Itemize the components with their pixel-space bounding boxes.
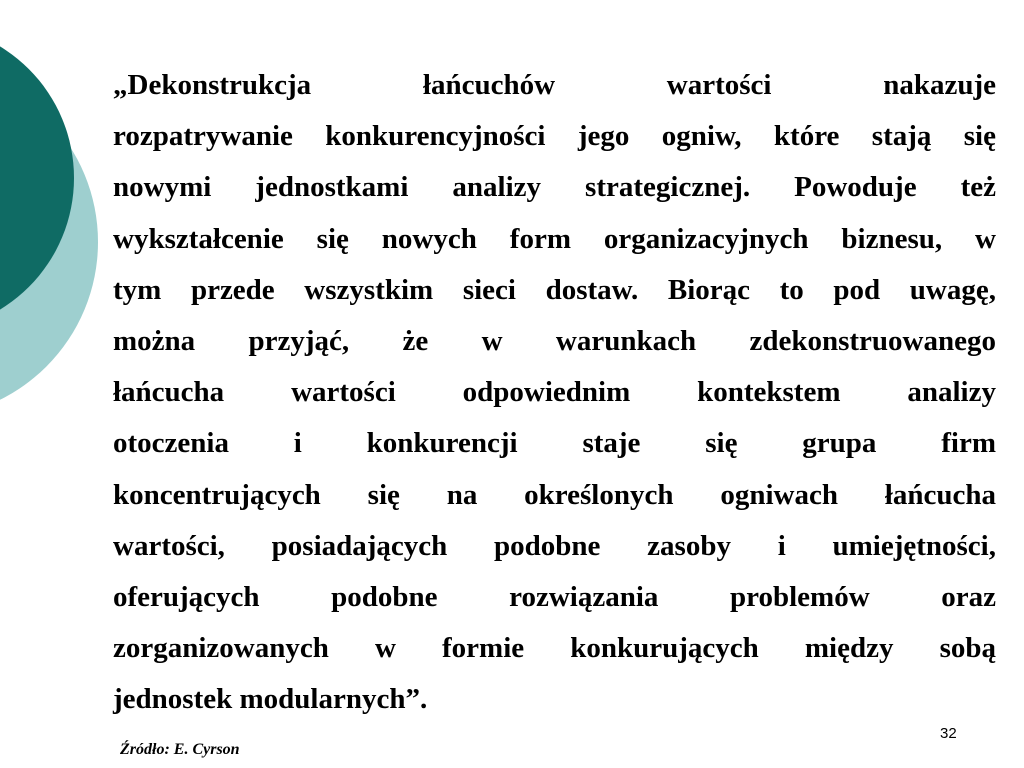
quote-line: „Dekonstrukcja łańcuchów wartości nakazuje (113, 69, 996, 101)
quote-text-block (113, 60, 996, 725)
decorative-circles (0, 0, 120, 420)
quote-line: wartości, posiadających podobne zasoby i umiejętności, (113, 529, 996, 562)
quote-line: tym przede wszystkim sieci dostaw. Biorąc to pod uwagę, (113, 273, 996, 306)
quote-line: łańcucha wartości odpowiednim kontekstem analizy (113, 376, 996, 409)
quote-line: wykształcenie się nowych form organizacyjnych biznesu, w (113, 222, 996, 255)
page-number: 32 (940, 725, 957, 742)
quote-line: koncentrujących się na określonych ogniwach łańcucha (113, 478, 996, 511)
quote-line: otoczenia i konkurencji staje się grupa firm (113, 427, 996, 460)
quote-line: zorganizowanych w formie konkurujących między sobą (113, 632, 996, 665)
light-teal-circle (0, 66, 98, 418)
quote-line: rozpatrywanie konkurencyjności jego ogniw, które stają się (113, 120, 996, 153)
quote-line: można przyjąć, że w warunkach zdekonstruowanego (113, 324, 996, 357)
quote-line: oferujących podobne rozwiązania problemów oraz (113, 580, 996, 613)
dark-teal-circle (0, 24, 74, 332)
quote-line-last: jednostek modularnych”. (113, 683, 428, 716)
quote-line: nowymi jednostkami analizy strategicznej. Powoduje też (113, 171, 996, 204)
source-citation: Źródło: E. Cyrson (120, 741, 240, 758)
